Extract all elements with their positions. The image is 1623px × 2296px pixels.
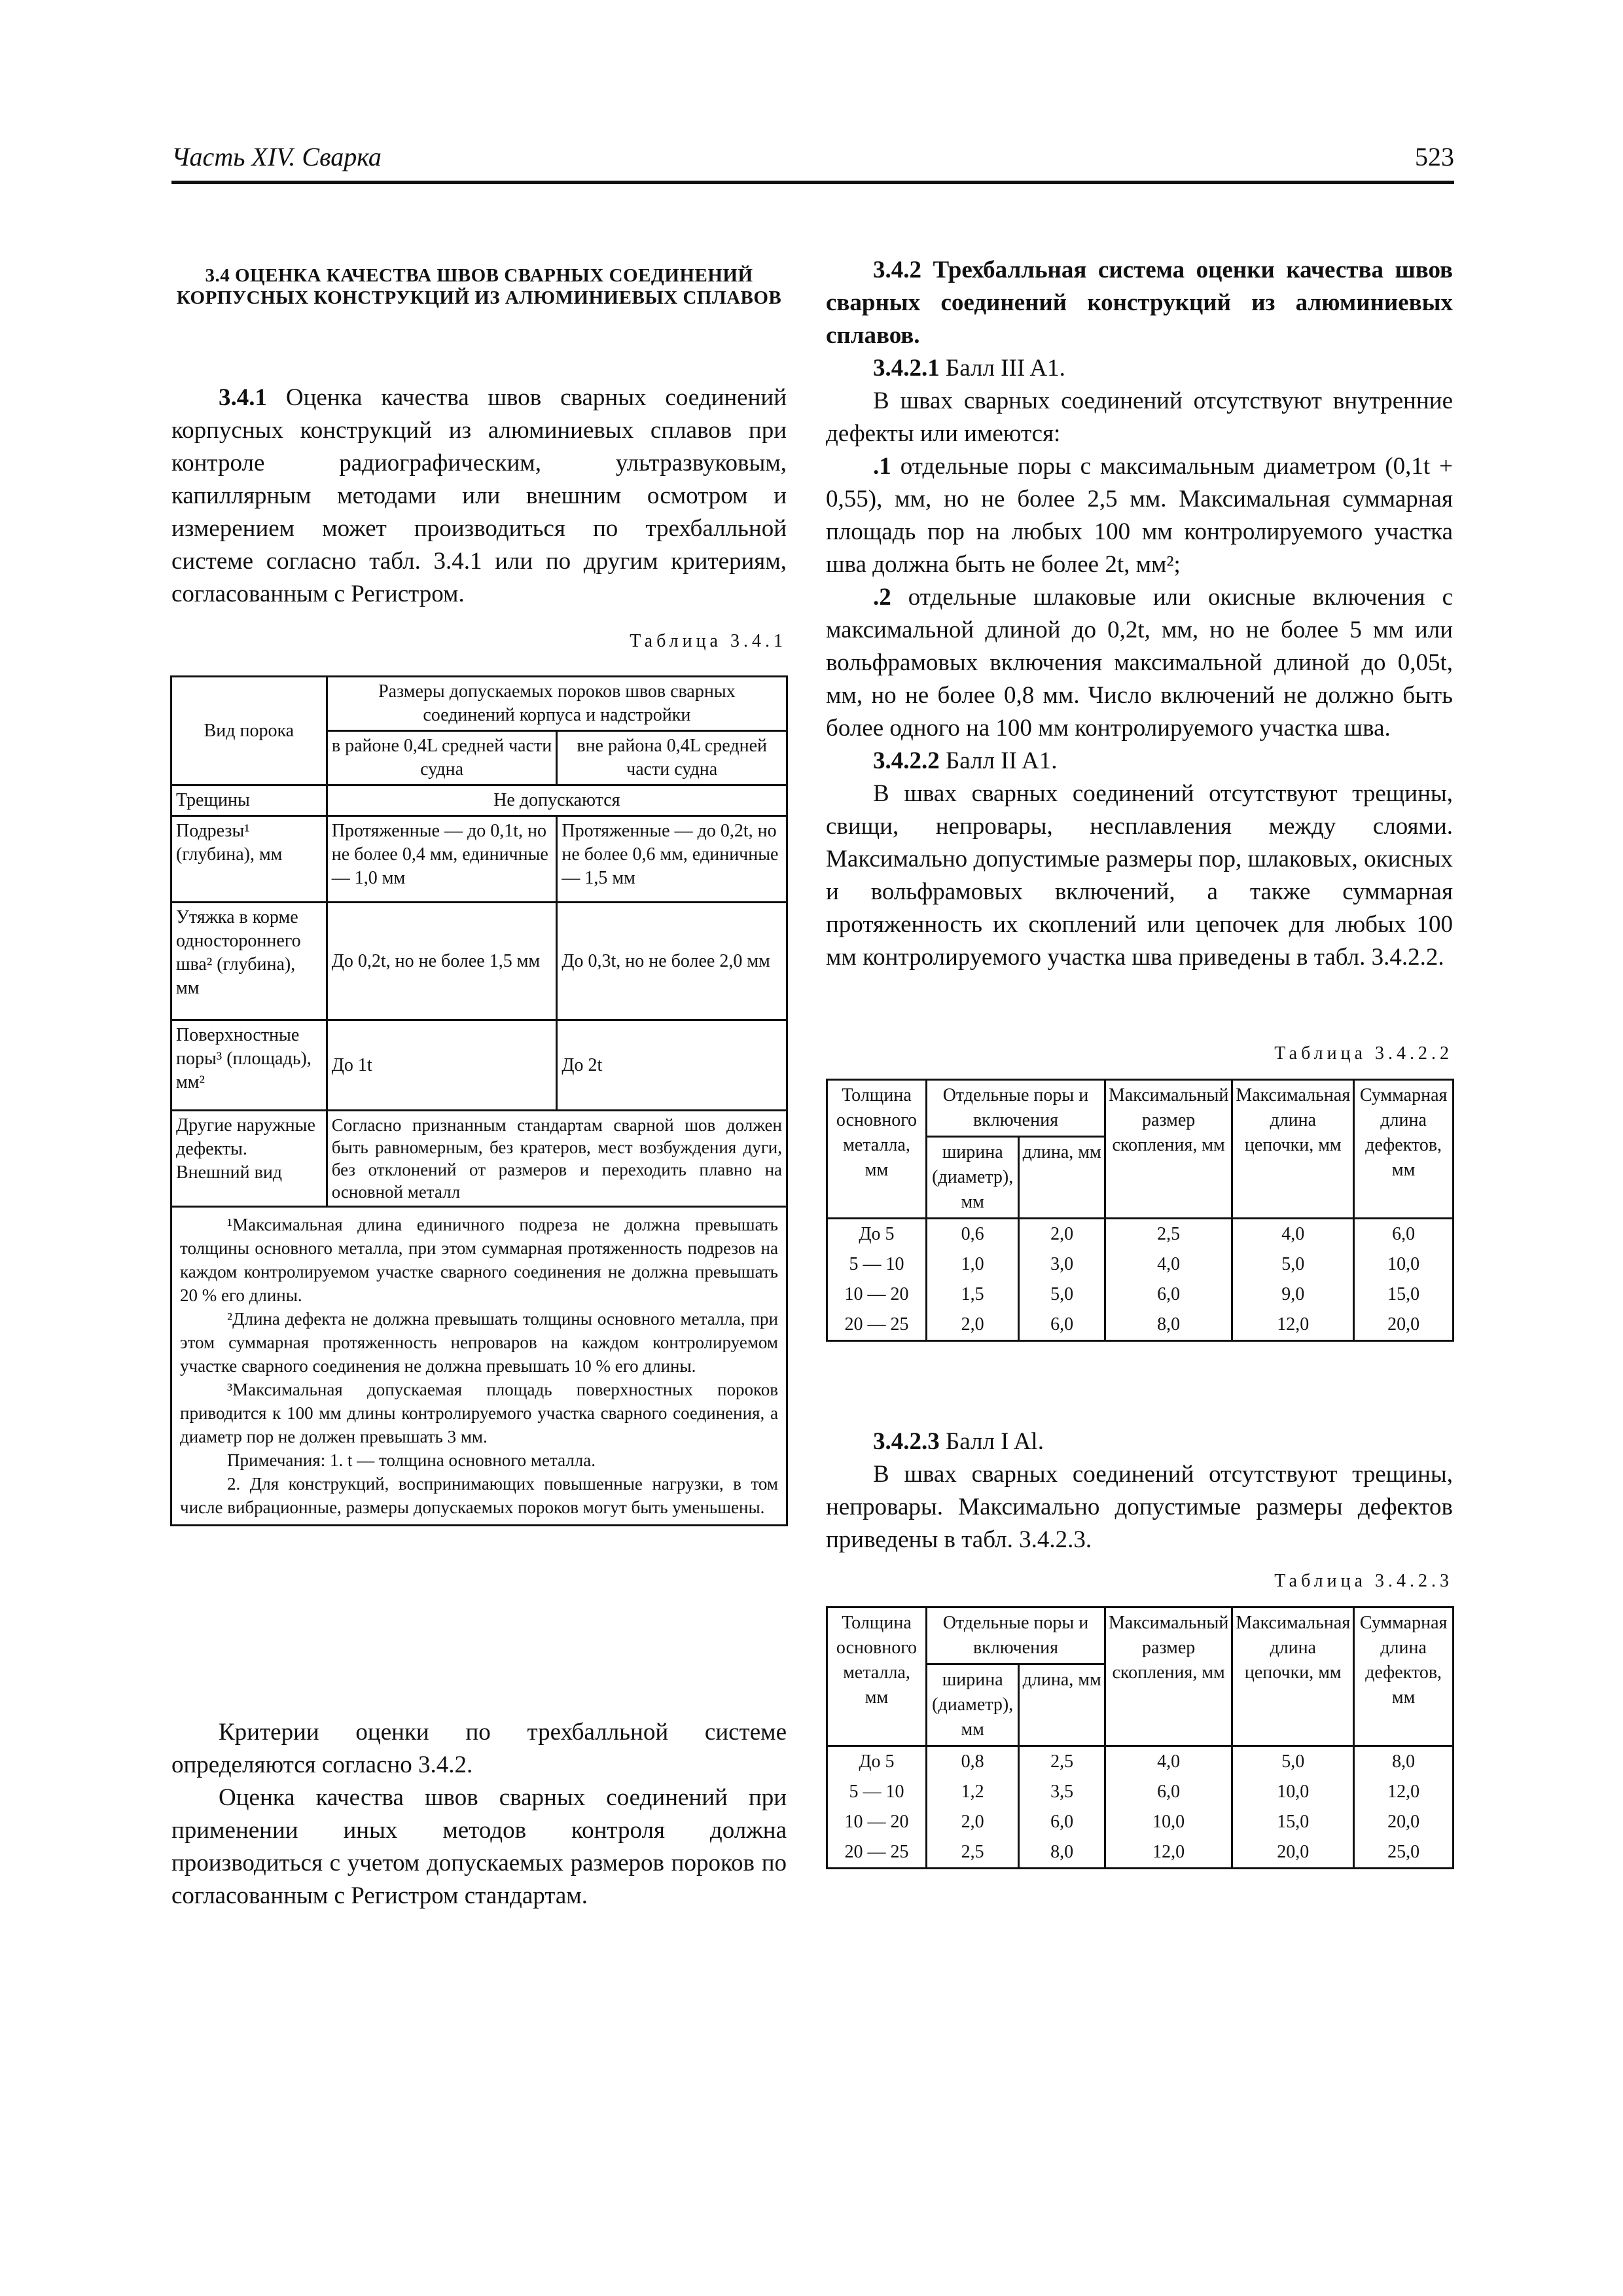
closing-paragraphs (171, 1716, 787, 1912)
cell: 10,0 (1105, 1807, 1232, 1837)
cell: До 5 (827, 1219, 927, 1250)
cell: 2,5 (1105, 1219, 1232, 1250)
cell: 5,0 (1232, 1249, 1354, 1280)
table-row (827, 1219, 1454, 1250)
cell: 1,0 (926, 1249, 1018, 1280)
table-row (171, 1020, 787, 1111)
cell: 20,0 (1354, 1807, 1454, 1837)
paragraph-text: Оценка качества швов сварных соединений корпусных конструкций из алюминиевых сплавов при контроле радиографическим, ультразвуковым, капиллярным методами или внешним осмотром и измерением может производиться по трехбалльной системе согласно табл. 3.4.1 или по другим критериям, согласованным с Регистром. (171, 384, 787, 607)
item-text: отдельные шлаковые или окисные включения с максимальной длиной до 0,2t, мм, но не более 5 мм или вольфрамовых включения максимальной длиной до 0,05t, мм, но не более 0,8 мм. Число включений не должно быть более одного на 100 мм контролируемого участка шва. (826, 584, 1453, 742)
cell: 6,0 (1019, 1807, 1105, 1837)
table-row (827, 1746, 1454, 1778)
header-width: ширина (диаметр), мм (926, 1664, 1018, 1746)
cell: 6,0 (1354, 1219, 1454, 1250)
header-pores: Отдельные поры и включения (926, 1080, 1105, 1137)
clause-3-4-2-3 (826, 1426, 1453, 1556)
item-number: .1 (873, 453, 891, 480)
cell: 2,5 (926, 1837, 1018, 1869)
table-3-4-1 (170, 675, 788, 1526)
cell: 8,0 (1019, 1837, 1105, 1869)
clause-title: Балл II A1. (946, 747, 1058, 774)
cell: 9,0 (1232, 1280, 1354, 1310)
clause-3-4-2: 3.4.2 Трехбалльная система оценки качества швов сварных соединений конструкций из алюминиевых сплавов. (826, 257, 1453, 349)
cell: 10 — 20 (827, 1807, 927, 1837)
header-sizes: Размеры допускаемых пороков швов сварных соединений корпуса и надстройки (327, 677, 787, 731)
cell: 6,0 (1105, 1280, 1232, 1310)
paragraph-3-4-1 (171, 382, 787, 611)
table-row (827, 1807, 1454, 1837)
table-row (171, 785, 787, 816)
note-2: 2. Для конструкций, воспринимающих повышенные нагрузки, в том числе вибрационные, размеры допускаемых пороков могут быть уменьшены. (180, 1474, 778, 1517)
table-row (827, 1280, 1454, 1310)
row-name: Подрезы¹ (глубина), мм (171, 816, 327, 903)
paragraph-criteria: Критерии оценки по трехбалльной системе определяются согласно 3.4.2. (171, 1719, 787, 1778)
header-chain: Максимальная длина цепочки, мм (1232, 1607, 1354, 1746)
row-span-value: Согласно признанным стандартам сварной шов должен быть равномерным, без кратеров, мест возбуждения дуги, без отклонений от размеров и переходить плавно на основной металл (327, 1111, 787, 1207)
header-cluster: Максимальный размер скопления, мм (1105, 1080, 1232, 1219)
clause-number: 3.4.2.1 (873, 355, 940, 382)
cell: 10,0 (1232, 1777, 1354, 1807)
item-text: отдельные поры с максимальным диаметром (0,1t + 0,55), мм, но не более 2,5 мм. Максимальная суммарная площадь пор на любых 100 мм контролируемого участка шва должна быть не более 2t, мм²; (826, 453, 1454, 578)
table-caption-3-4-1: Таблица 3.4.1 (630, 631, 787, 651)
header-midship: в районе 0,4L средней части судна (327, 731, 557, 785)
cell: 10 — 20 (827, 1280, 927, 1310)
row-value-out: До 0,3t, но не более 2,0 мм (557, 903, 787, 1020)
header-total: Суммарная длина дефектов, мм (1354, 1607, 1454, 1746)
header-width: ширина (диаметр), мм (926, 1137, 1018, 1219)
header-outside: вне района 0,4L средней части судна (557, 731, 787, 785)
row-name: Поверхностные поры³ (площадь), мм² (171, 1020, 327, 1111)
cell: 5,0 (1232, 1746, 1354, 1778)
cell: 20 — 25 (827, 1837, 927, 1869)
cell: 6,0 (1019, 1310, 1105, 1341)
header-total: Суммарная длина дефектов, мм (1354, 1080, 1454, 1219)
header-thickness: Толщина основного металла, мм (827, 1607, 927, 1746)
row-value-mid: До 1t (327, 1020, 557, 1111)
table-3-4-2-2 (826, 1079, 1454, 1342)
clause-text: В швах сварных соединений отсутствуют трещины, свищи, непровары, несплавления между слоями. Максимально допустимые размеры пор, шлаковых, окисных и вольфрамовых включений, а также суммарная протяженность их скоплений или цепочек для любых 100 мм контролируемого участка шва приведены в табл. 3.4.2.2. (826, 780, 1453, 971)
cell: 15,0 (1354, 1280, 1454, 1310)
cell: 2,5 (1019, 1746, 1105, 1778)
cell: 5 — 10 (827, 1777, 927, 1807)
table-caption-3-4-2-2: Таблица 3.4.2.2 (1274, 1043, 1453, 1064)
row-name: Другие наружные дефекты. Внешний вид (171, 1111, 327, 1207)
footnote-1: ¹Максимальная длина единичного подреза не должна превышать толщины основного металла, при этом суммарная протяженность подрезов на каждом контролируемом участке сварного соединения не должна превышать 20 % его длины. (180, 1215, 778, 1305)
table-row (827, 1777, 1454, 1807)
paragraph-other-methods: Оценка качества швов сварных соединений при применении иных методов контроля должна производиться с учетом допускаемых размеров пороков по согласованным с Регистром стандартам. (171, 1784, 787, 1909)
header-thickness: Толщина основного металла, мм (827, 1080, 927, 1219)
row-name: Трещины (171, 785, 327, 816)
cell: 1,5 (926, 1280, 1018, 1310)
header-cluster: Максимальный размер скопления, мм (1105, 1607, 1232, 1746)
header-length: длина, мм (1019, 1664, 1105, 1746)
header-defect-type: Вид порока (171, 677, 327, 785)
footnote-2: ²Длина дефекта не должна превышать толщины основного металла, при этом суммарная протяженность непроваров на каждом контролируемом участке сварного соединения не должна превышать 10 % его длины. (180, 1309, 778, 1376)
row-name: Утяжка в корме одностороннего шва² (глубина), мм (171, 903, 327, 1020)
clause-number: 3.4.2.2 (873, 747, 940, 774)
row-value-mid: До 0,2t, но не более 1,5 мм (327, 903, 557, 1020)
table-row (827, 1310, 1454, 1341)
cell: 0,8 (926, 1746, 1018, 1778)
clause-title: Балл I Al. (946, 1428, 1044, 1455)
cell: 12,0 (1232, 1310, 1354, 1341)
cell: 4,0 (1105, 1746, 1232, 1778)
table-row (171, 903, 787, 1020)
table-footnotes (171, 1207, 787, 1526)
cell: 3,0 (1019, 1249, 1105, 1280)
cell: 5,0 (1019, 1280, 1105, 1310)
cell: 25,0 (1354, 1837, 1454, 1869)
header-pores: Отдельные поры и включения (926, 1607, 1105, 1664)
cell: 4,0 (1105, 1249, 1232, 1280)
cell: 20,0 (1354, 1310, 1454, 1341)
cell: 1,2 (926, 1777, 1018, 1807)
row-value-out: До 2t (557, 1020, 787, 1111)
header-length: длина, мм (1019, 1137, 1105, 1219)
table-row (827, 1837, 1454, 1869)
cell: 2,0 (926, 1807, 1018, 1837)
row-value-mid: Протяженные — до 0,1t, но не более 0,4 мм, единичные — 1,0 мм (327, 816, 557, 903)
row-span-value: Не допускаются (327, 785, 787, 816)
table-row (827, 1249, 1454, 1280)
running-header (171, 136, 1454, 184)
table-row (171, 1111, 787, 1207)
cell: 12,0 (1105, 1837, 1232, 1869)
header-chain: Максимальная длина цепочки, мм (1232, 1080, 1354, 1219)
cell: 2,0 (1019, 1219, 1105, 1250)
table-3-4-2-3 (826, 1606, 1454, 1869)
note-1: Примечания: 1. t — толщина основного металла. (227, 1450, 596, 1470)
clause-text: В швах сварных соединений отсутствуют внутренние дефекты или имеются: (826, 387, 1453, 447)
cell: 3,5 (1019, 1777, 1105, 1807)
cell: 10,0 (1354, 1249, 1454, 1280)
cell: 2,0 (926, 1310, 1018, 1341)
cell: 12,0 (1354, 1777, 1454, 1807)
cell: 20,0 (1232, 1837, 1354, 1869)
clause-text: В швах сварных соединений отсутствуют трещины, непровары. Максимально допустимые размеры дефектов приведены в табл. 3.4.2.3. (826, 1461, 1453, 1553)
cell: 0,6 (926, 1219, 1018, 1250)
cell: 8,0 (1354, 1746, 1454, 1778)
table-row (171, 816, 787, 903)
row-value-out: Протяженные — до 0,2t, но не более 0,6 мм, единичные — 1,5 мм (557, 816, 787, 903)
footnote-3: ³Максимальная допускаемая площадь поверхностных пороков приводится к 100 мм длины контролируемого участка сварного соединения, а диаметр пор не должен превышать 3 мм. (180, 1380, 778, 1446)
cell: 20 — 25 (827, 1310, 927, 1341)
clause-title: Балл III A1. (946, 355, 1065, 382)
item-number: .2 (873, 584, 891, 611)
cell: 6,0 (1105, 1777, 1232, 1807)
cell: 15,0 (1232, 1807, 1354, 1837)
cell: До 5 (827, 1746, 927, 1778)
header-title: Часть XIV. Сварка (171, 142, 382, 171)
right-column-text (826, 254, 1453, 974)
clause-number: 3.4.1 (219, 384, 267, 411)
cell: 5 — 10 (827, 1249, 927, 1280)
cell: 4,0 (1232, 1219, 1354, 1250)
section-title: 3.4 ОЦЕНКА КАЧЕСТВА ШВОВ СВАРНЫХ СОЕДИНЕНИЙ КОРПУСНЫХ КОНСТРУКЦИЙ ИЗ АЛЮМИНИЕВЫХ СПЛАВОВ (176, 265, 782, 308)
clause-number: 3.4.2.3 (873, 1428, 940, 1455)
table-caption-3-4-2-3: Таблица 3.4.2.3 (1274, 1571, 1453, 1591)
cell: 8,0 (1105, 1310, 1232, 1341)
page-number: 523 (1415, 142, 1454, 171)
